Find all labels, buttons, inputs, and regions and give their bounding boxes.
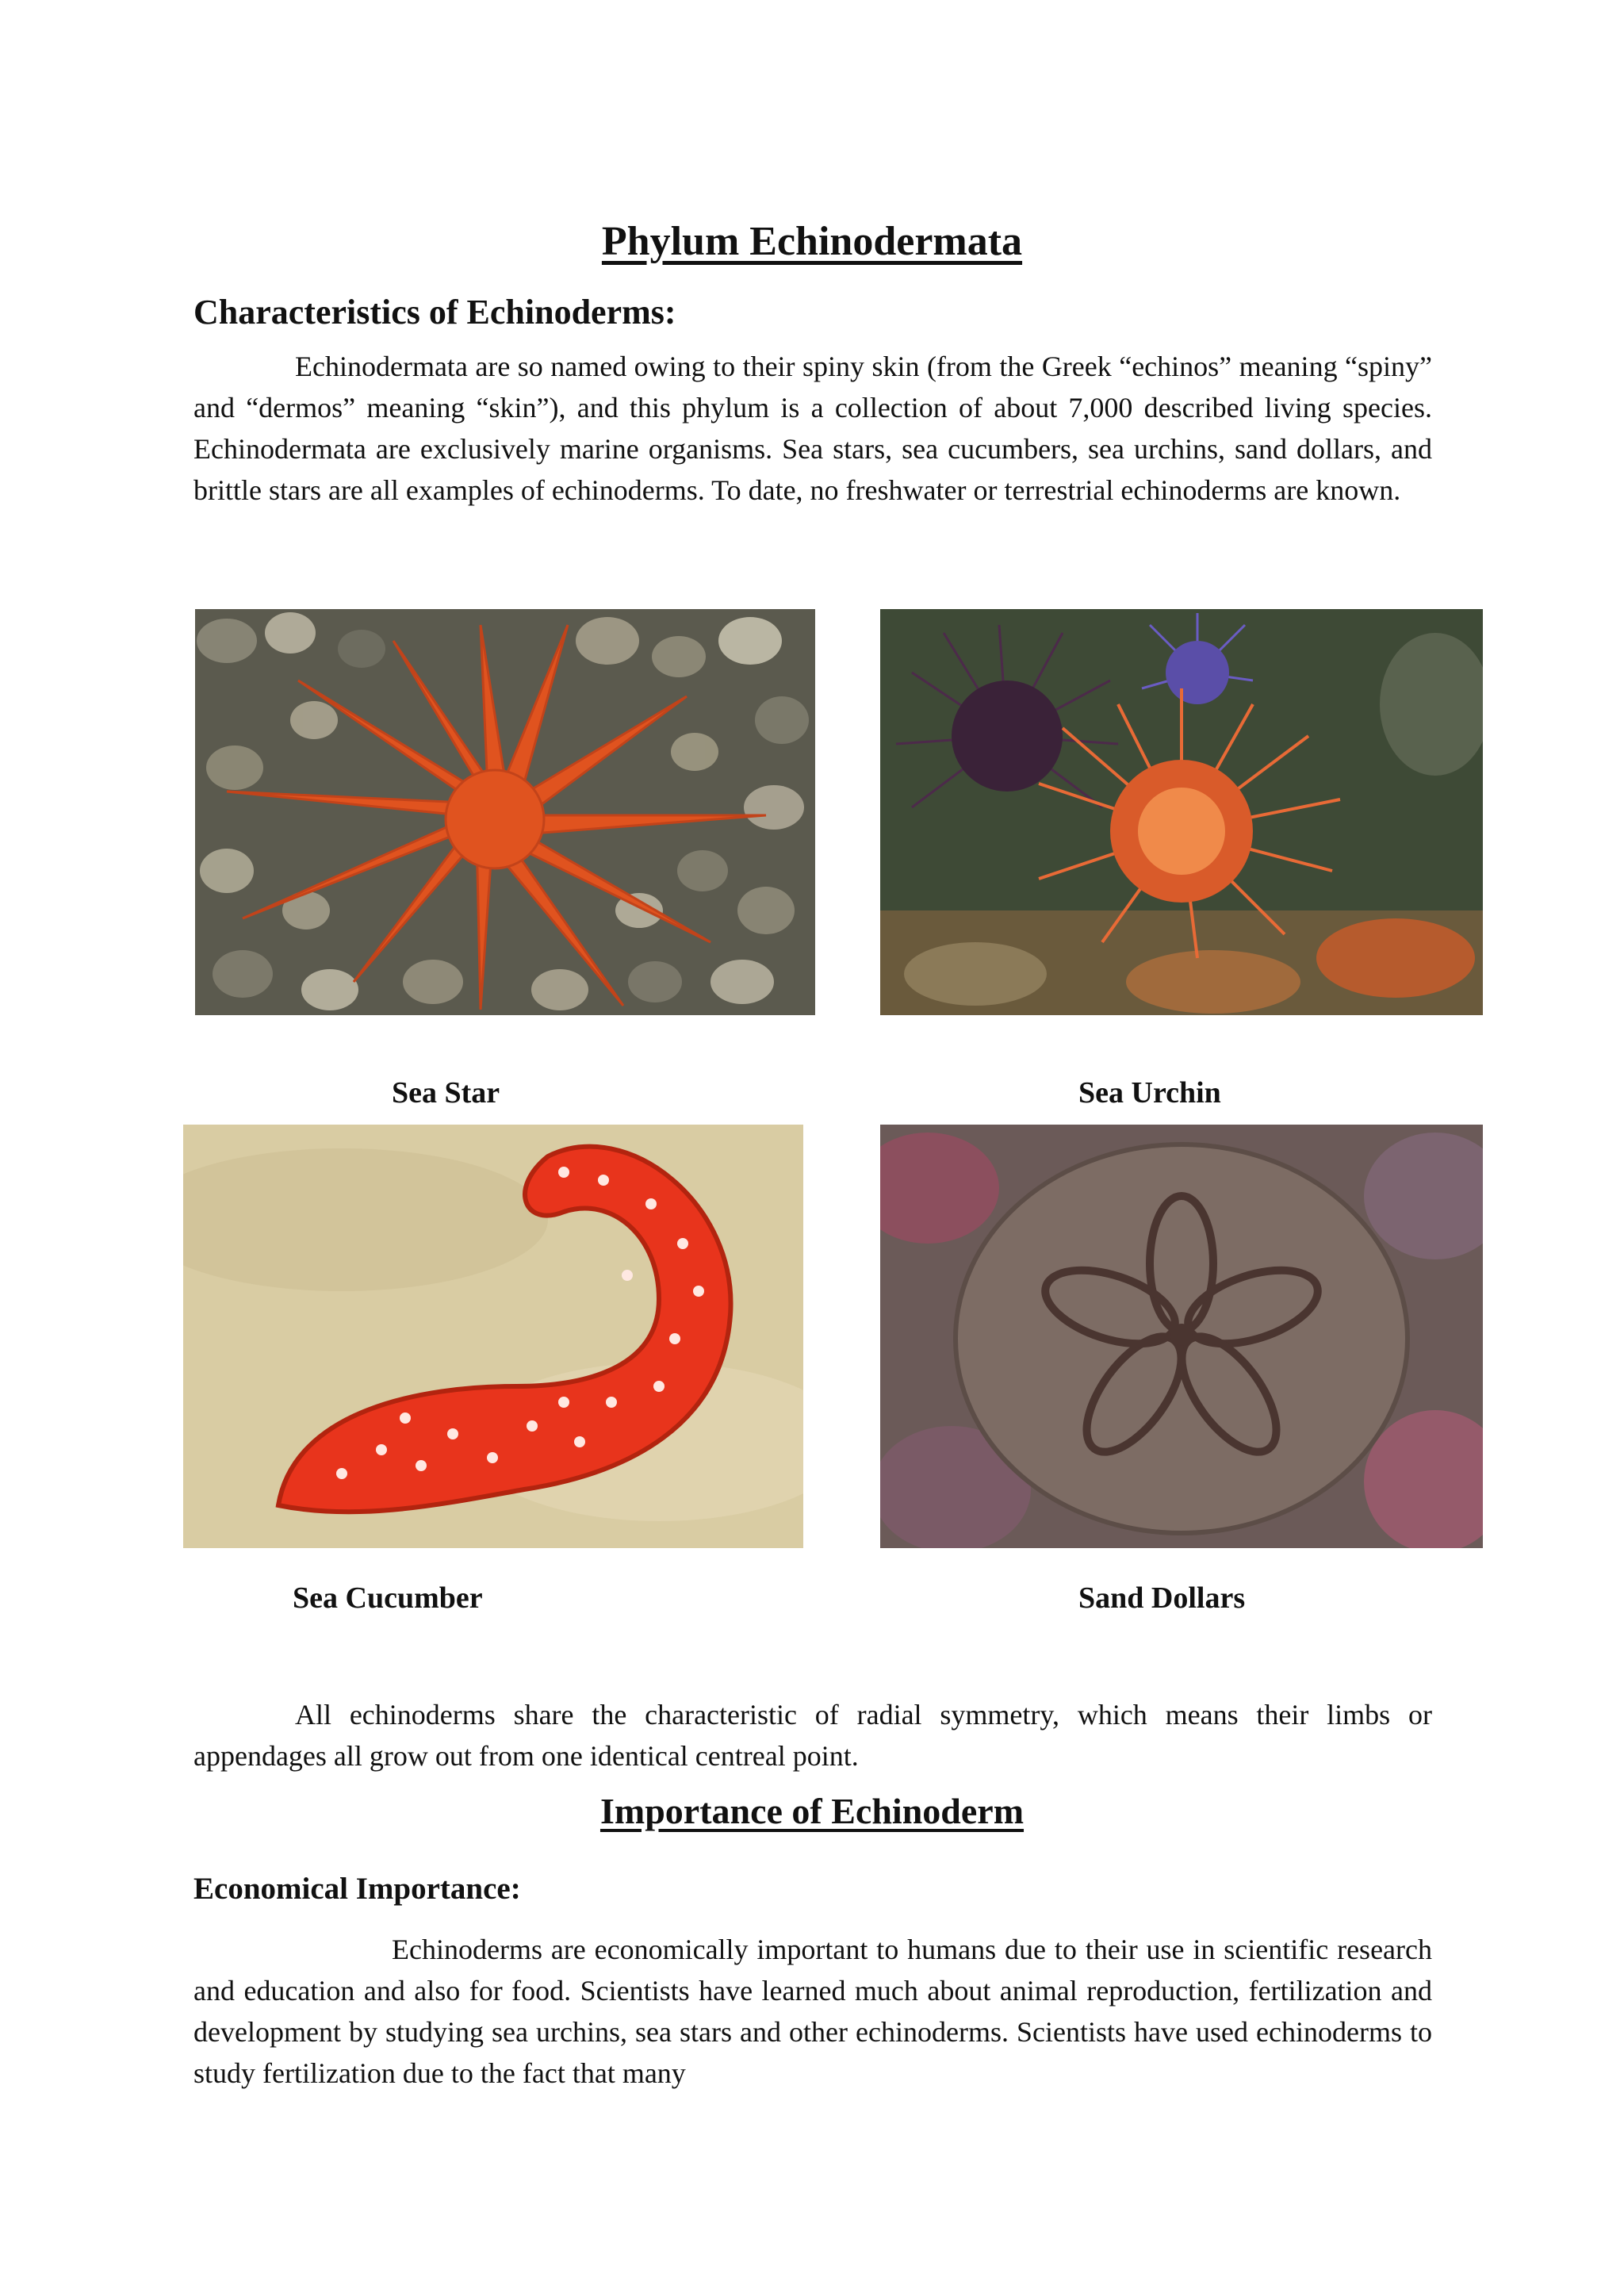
sea-cucumber-caption: Sea Cucumber [293, 1581, 483, 1615]
economical-importance-paragraph: Echinoderms are economically important to humans due to their use in scientific research and education and also for food. Scientists have learned much about animal reproduction, fertilization and development by studying sea urchins, sea stars and other echinoderms. Scientists have used echinoderms to study fertilization due to the fact that many [193, 1934, 1432, 2089]
sea-star-photo [195, 609, 815, 1015]
sea-cucumber-photo [183, 1125, 803, 1548]
importance-title: Importance of Echinoderm [599, 1791, 1025, 1831]
sea-star-caption: Sea Star [392, 1076, 500, 1110]
page-title: Phylum Echinodermata [601, 219, 1023, 264]
sea-urchin-caption: Sea Urchin [1078, 1076, 1221, 1110]
symmetry-paragraph: All echinoderms share the characteristic of radial symmetry, which means their limbs or appendages all grow out from one identical centreal point. [193, 1699, 1432, 1772]
sand-dollars-caption: Sand Dollars [1078, 1581, 1246, 1615]
characteristics-paragraph: Echinodermata are so named owing to their spiny skin (from the Greek “echinos” meaning “spiny” and “dermos” meaning “skin”), and this phylum is a collection of about 7,000 described living species. Echinodermata are exclusively marine organisms. Sea stars, sea cucumbers, sea urchins, sand dollars, and brittle stars are all examples of echinoderms. To date, no freshwater or terrestrial echinoderms are known. [193, 351, 1432, 506]
sand-dollar-photo [880, 1125, 1483, 1548]
sea-urchin-photo [880, 609, 1483, 1015]
economical-importance-heading: Economical Importance: [193, 1872, 521, 1906]
characteristics-heading: Characteristics of Echinoderms: [193, 293, 676, 332]
